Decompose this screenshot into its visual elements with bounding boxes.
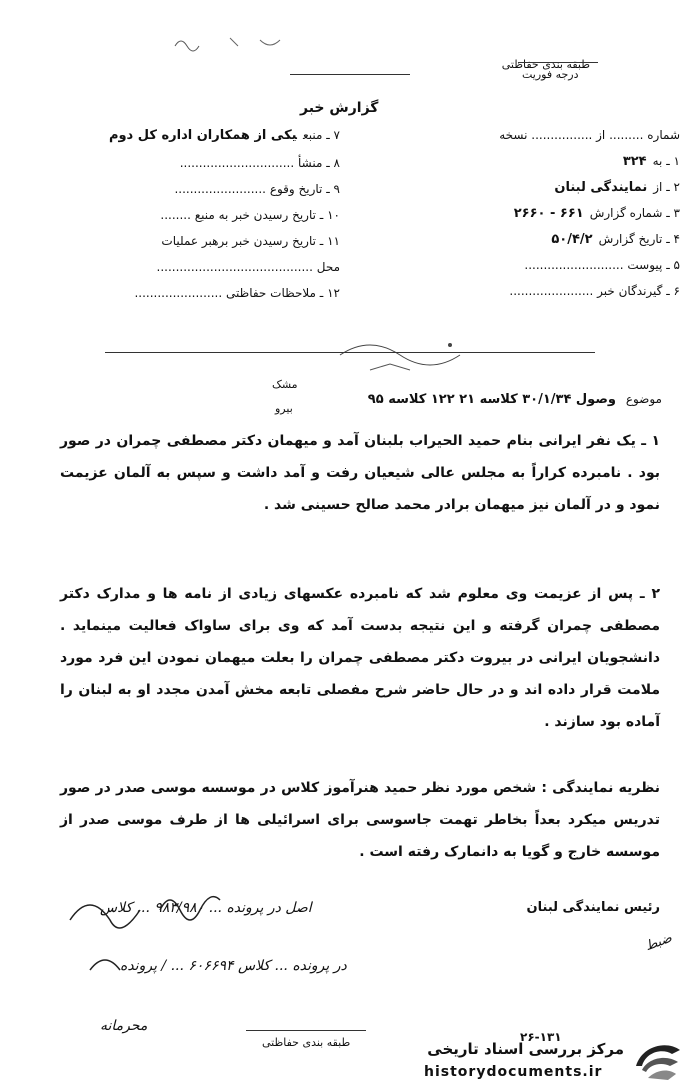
- classification-label-top: طبقه بندی حفاظتی: [501, 58, 590, 71]
- field-attachment: ۵ ـ پیوست ..........................: [524, 258, 680, 272]
- report-title: گزارش خبر: [300, 100, 379, 116]
- signature-scribble: [60, 880, 280, 1030]
- subject-label: موضوع: [625, 392, 662, 406]
- paragraph-2: ۲ ـ پس از عزیمت وی معلوم شد که نامبرده عکسهای زیادی از نامه ها و مدارک دکتر مصطفی چمران گرفته و این نتیجه بدست آمد که وی برای ساواک فعالیت مینماید . دانشجویان ایرانی در بیروت دکتر مصطفی چمران را بعلت میهمان نمودن این فرد مورد ملامت قرار داده اند و در حال حاضر شرح مفصلی تابعه مخش آمدن مجدد او به لبنان را آماده بود سازند .: [60, 586, 660, 730]
- handwritten-note-2: در پرونده ... کلاس ۶۰۶۶۹۴ ... / پرونده: [120, 958, 347, 974]
- field-report-number: ۳ ـ شماره گزارش۶۶۱ - ۲۶۶۰: [513, 206, 680, 221]
- handwritten-note-1: اصل در پرونده ... ۹۸۳/۹۸۰ ... کلاس: [100, 900, 312, 916]
- watermark-url: historydocuments.ir: [424, 1064, 603, 1080]
- top-scribble-mark: [170, 28, 310, 58]
- priority-label: درجه فوریت: [522, 68, 579, 81]
- document-center-logo-icon: [632, 1040, 684, 1084]
- subject-line: [368, 392, 662, 407]
- field-copy-number: شماره ......... از ................ نسخه: [499, 128, 680, 142]
- fields-divider: [105, 352, 595, 353]
- field-recipients: ۶ ـ گیرندگان خبر ......................: [509, 284, 680, 298]
- subject-annotation-bottom: بیرو: [275, 402, 293, 415]
- field-event-date: ۹ ـ تاریخ وقوع ........................: [174, 182, 340, 196]
- field-source: ۷ ـ منبعیکی از همکاران اداره کل دوم: [108, 128, 340, 143]
- fields-right: [380, 128, 680, 310]
- fields-left: [20, 128, 340, 312]
- footer-classification-line: [246, 1030, 366, 1031]
- handwritten-note-3: محرمانه: [100, 1018, 148, 1034]
- field-report-date: ۴ ـ تاریخ گزارش۵۰/۴/۲: [551, 232, 680, 247]
- classification-underline: [290, 74, 410, 75]
- subject-annotation-top: مشک: [272, 378, 298, 391]
- field-from: ۲ ـ ازنمایندگی لبنان: [554, 180, 680, 195]
- footer-classification-label: طبقه بندی حفاظتی: [262, 1036, 351, 1049]
- paragraph-1: ۱ ـ یک نفر ایرانی بنام حمید الحیراب بلبنان آمد و میهمان دکتر مصطفی چمران در صور بود . نامبرده کراراً به مجلس عالی شیعیان رفت و آمد داشت و سپس به آلمان عزیمت نمود و در آلمان نیز میهمان برادر محمد صالح حسینی شد .: [60, 433, 660, 513]
- footer-code: ۲۶-۱۳۱: [520, 1030, 562, 1044]
- handwritten-note-4: ضبط: [643, 930, 675, 955]
- signature-label: رئیس نمایندگی لبنان: [526, 900, 660, 915]
- priority-overline: [518, 62, 598, 63]
- field-origin: ۸ ـ منشأ ..............................: [179, 156, 340, 170]
- watermark-name: مرکز بررسی اسناد تاریخی: [427, 1040, 624, 1058]
- subject-text: وصول ۳۰/۱/۳۴ کلاسه ۲۱ ۱۲۲ کلاسه ۹۵: [367, 392, 616, 407]
- stamp-mark: [330, 325, 480, 385]
- field-to: ۱ ـ به۳۲۴: [622, 154, 680, 169]
- field-security-notes: ۱۲ ـ ملاحظات حفاظتی .......................: [134, 286, 340, 300]
- field-date-to-operations: ۱۱ ـ تاریخ رسیدن خبر برهبر عملیات: [161, 234, 340, 248]
- field-date-to-source: ۱۰ ـ تاریخ رسیدن خبر به منبع ........: [160, 208, 340, 222]
- field-location: محل .........................................: [156, 260, 340, 274]
- paragraph-opinion: نظریه نمایندگی : شخص مورد نظر حمید هنرآموز کلاس در موسسه موسی صدر در صور تدریس میکرد بعداً بخاطر تهمت جاسوسی برای اسرائیلی ها از طرف موسی صدر از موسسه خارج و گویا به دانمارک رفته است .: [60, 780, 660, 860]
